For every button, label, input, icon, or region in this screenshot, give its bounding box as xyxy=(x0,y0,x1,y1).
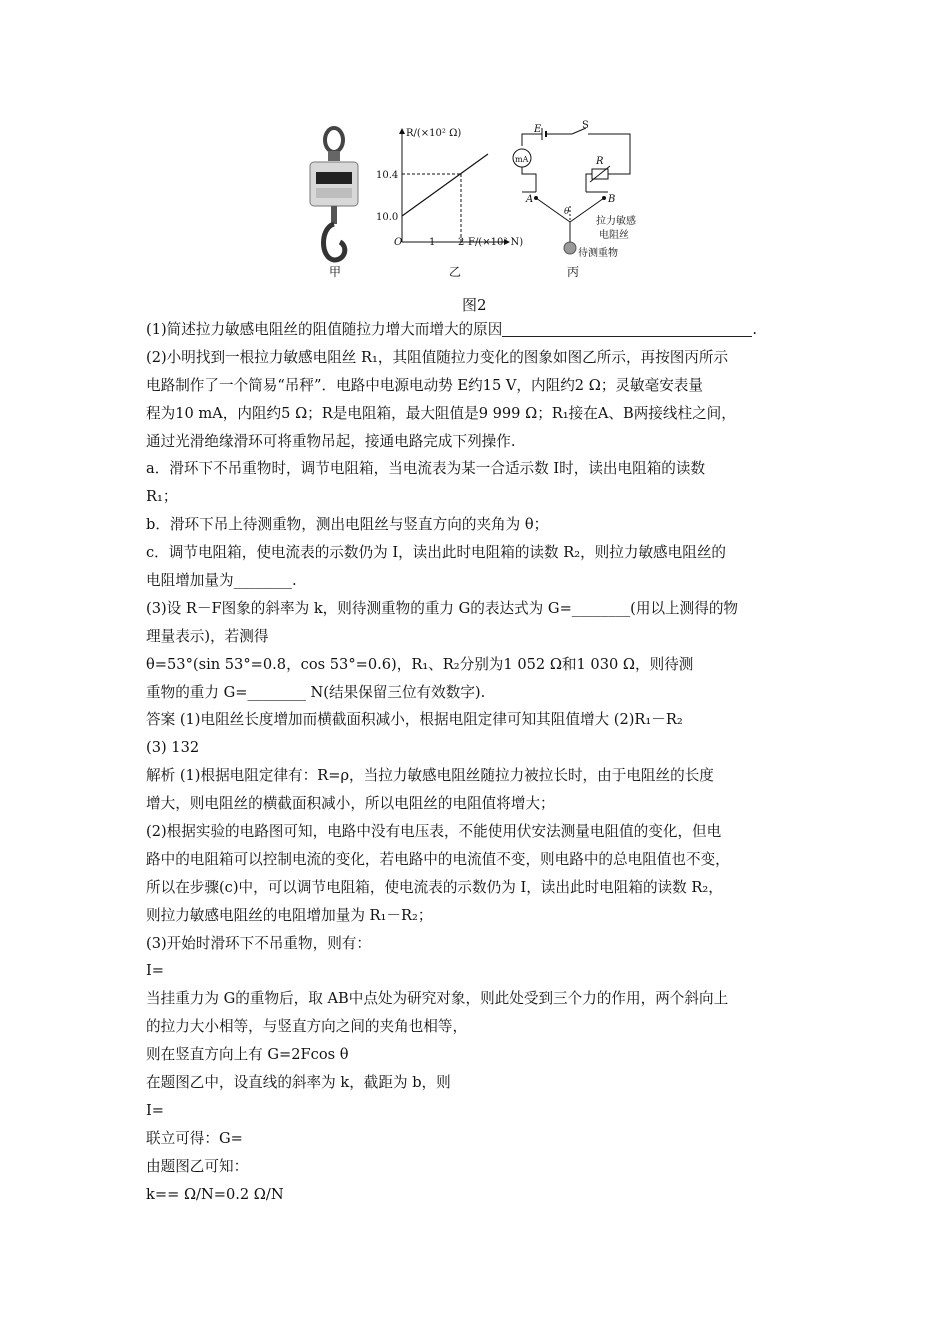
analysis-line: 增大，则电阻丝的横截面积减小，所以电阻丝的电阻值将增大； xyxy=(146,795,555,813)
wire-label-1: 拉力敏感 xyxy=(596,216,636,227)
analysis-line: 所以在步骤(c)中，可以调节电阻箱，使电流表的示数仍为 I，读出此时电阻箱的读数 R₂， xyxy=(146,878,723,896)
text-line: a．滑环下不吊重物时，调节电阻箱，当电流表为某一合适示数 I时，读出电阻箱的读数 xyxy=(146,460,706,478)
source-label: E xyxy=(534,124,542,135)
graph-origin: O xyxy=(394,237,403,248)
crane-scale-image xyxy=(310,128,358,260)
text-line: (2)小明找到一根拉力敏感电阻丝 R₁，其阻值随拉力变化的图象如图乙所示，再按图丙所示 xyxy=(146,348,729,366)
analysis-line: 则在竖直方向上有 G=2Fcos θ xyxy=(146,1046,349,1064)
analysis-line: (2)根据实验的电路图可知，电路中没有电压表，不能使用伏安法测量电阻值的变化，但电 xyxy=(146,823,722,841)
document-body xyxy=(146,316,836,1209)
analysis-line: I= xyxy=(146,962,164,980)
text-line: (1)简述拉力敏感电阻丝的阻值随拉力增大而增大的原因 . xyxy=(146,321,757,338)
analysis-line: (3)开始时滑环下不吊重物，则有： xyxy=(146,934,371,952)
text-line: 程为10 mA，内阻约5 Ω；R是电阻箱，最大阻值是9 999 Ω；R₁接在A、B两接线柱之间， xyxy=(146,404,736,422)
switch-label: S xyxy=(582,120,589,131)
meter-label: mA xyxy=(515,155,529,164)
ytick-10-4: 10.4 xyxy=(376,170,399,181)
text-line: c．调节电阻箱，使电流表的示数仍为 I，读出此时电阻箱的读数 R₂，则拉力敏感电阻丝的 xyxy=(146,544,727,562)
text-line: (3)设 R－F图象的斜率为 k，则待测重物的重力 G的表达式为 G=________(用以上测得的物 xyxy=(146,599,739,617)
resistor-label: R xyxy=(596,156,604,167)
terminal-b: B xyxy=(608,194,616,205)
text-line: R₁； xyxy=(146,488,178,506)
figure-caption: 图2 xyxy=(462,296,487,314)
terminal-a: A xyxy=(526,194,534,205)
xtick-1: 1 xyxy=(429,237,436,248)
label-yi: 乙 xyxy=(449,265,462,279)
text-line: 电阻增加量为________. xyxy=(146,572,297,590)
question-1: (1)简述拉力敏感电阻丝的阻值随拉力增大而增大的原因 xyxy=(146,321,503,338)
text-line: 理量表示)，若测得 xyxy=(146,627,269,645)
answer-line: 答案 (1)电阻丝长度增加而横截面积减小，根据电阻定律可知其阻值增大 (2)R₁－R₂ xyxy=(146,711,683,729)
answer-blank xyxy=(502,320,752,337)
analysis-line: 路中的电阻箱可以控制电流的变化，若电路中的电流值不变，则电路中的总电阻值也不变， xyxy=(146,850,730,868)
weight-label: 待测重物 xyxy=(578,248,618,259)
figure-2 xyxy=(296,118,656,296)
theta-label: θ xyxy=(564,207,570,217)
analysis-line: k== Ω/N=0.2 Ω/N xyxy=(146,1185,284,1203)
analysis-line: 的拉力大小相等，与竖直方向之间的夹角也相等， xyxy=(146,1018,468,1036)
graph-line xyxy=(402,154,488,216)
ytick-10-0: 10.0 xyxy=(376,212,399,223)
answer-line: (3) 132 xyxy=(146,739,200,757)
circuit-diagram xyxy=(513,120,636,259)
analysis-line: 当挂重力为 G的重物后，取 AB中点处为研究对象，则此处受到三个力的作用，两个斜向上 xyxy=(146,990,729,1008)
analysis-line: 由题图乙可知： xyxy=(146,1157,249,1175)
text-line: θ=53°(sin 53°=0.8，cos 53°=0.6)，R₁、R₂分别为1 052 Ω和1 030 Ω，则待测 xyxy=(146,655,694,673)
analysis-line: 联立可得：G= xyxy=(146,1129,243,1147)
r-f-graph xyxy=(376,128,523,248)
wire-label-2: 电阻丝 xyxy=(599,230,629,241)
text-line: 重物的重力 G=________ N(结果保留三位有效数字). xyxy=(146,683,486,701)
analysis-line: 在题图乙中，设直线的斜率为 k，截距为 b，则 xyxy=(146,1074,451,1092)
text-line: 通过光滑绝缘滑环可将重物吊起，接通电路完成下列操作. xyxy=(146,432,516,450)
graph-xlabel: F/(×10² N) xyxy=(468,237,524,248)
label-jia: 甲 xyxy=(329,265,342,279)
analysis-line: I= xyxy=(146,1101,164,1119)
graph-ylabel: R/(×10² Ω) xyxy=(406,128,462,139)
text-line: b．滑环下吊上待测重物，测出电阻丝与竖直方向的夹角为 θ； xyxy=(146,516,549,534)
text-line: 电路制作了一个简易“吊秤”．电路中电源电动势 E约15 V，内阻约2 Ω；灵敏毫安表量 xyxy=(146,376,703,394)
xtick-2: 2 xyxy=(458,237,465,248)
label-bing: 丙 xyxy=(567,265,580,279)
analysis-line: 则拉力敏感电阻丝的电阻增加量为 R₁－R₂； xyxy=(146,906,433,924)
analysis-line: 解析 (1)根据电阻定律有：R=ρ，当拉力敏感电阻丝随拉力被拉长时，由于电阻丝的长度 xyxy=(146,767,714,785)
